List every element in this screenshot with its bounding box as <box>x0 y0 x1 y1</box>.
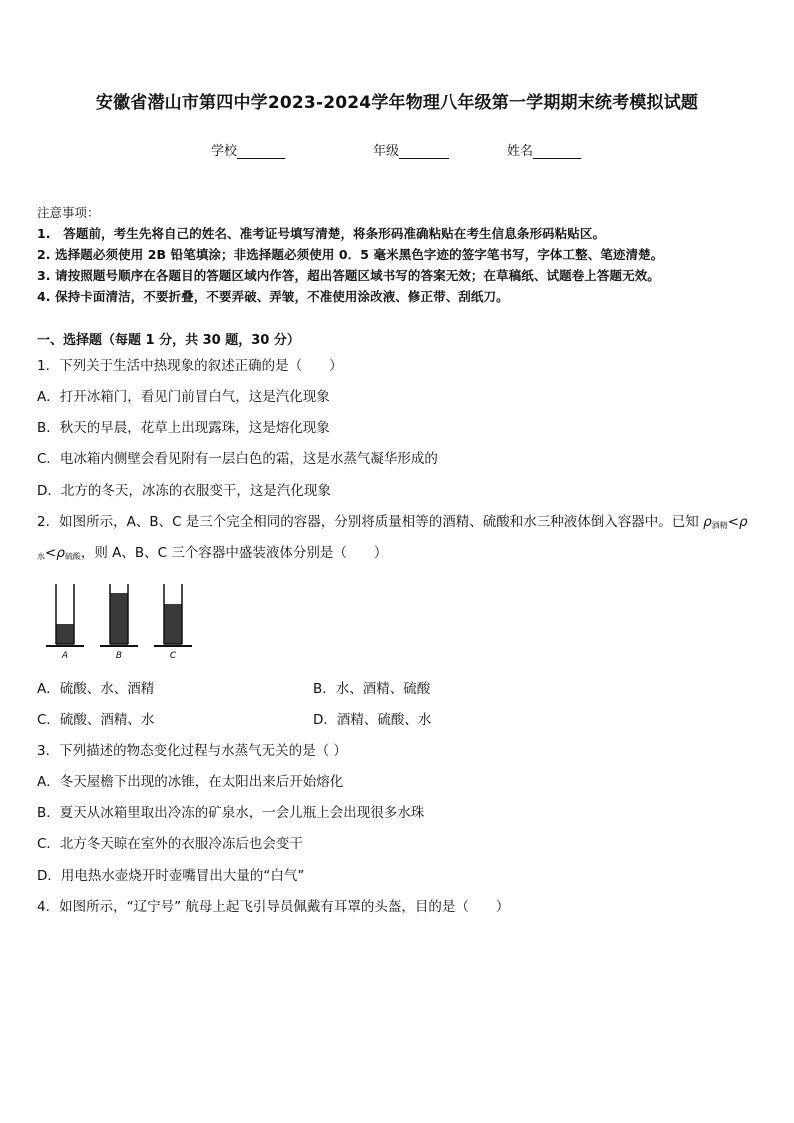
note-item: 2. 选择题必须使用 2B 铅笔填涂；非选择题必须使用 0．5 毫米黑色字迹的签字笔书写，字体工整、笔迹清楚。 <box>37 247 664 262</box>
rho-symbol: ρ <box>56 545 65 561</box>
rho-symbol: ρ <box>739 514 748 530</box>
grade-blank <box>399 158 449 159</box>
school-blank <box>237 158 285 159</box>
rho-symbol: ρ <box>703 514 712 530</box>
note-item: 3. 请按照题号顺序在各题目的答题区域内作答，超出答题区域书写的答案无效；在草稿纸、试题卷上答题无效。 <box>37 268 660 283</box>
container-a <box>46 584 84 661</box>
container-a-label: A <box>61 651 69 661</box>
container-c <box>154 584 192 661</box>
notes-heading: 注意事项： <box>37 205 100 220</box>
less-than-sign: < <box>45 545 57 561</box>
container-b <box>100 584 138 661</box>
rho-subscript-alcohol: 酒精 <box>711 521 728 530</box>
q2-option-c: C．硫酸、酒精、水 <box>37 712 155 728</box>
q1-option-b: B．秋天的早晨，花草上出现露珠，这是熔化现象 <box>37 420 330 436</box>
question-1-stem: 1．下列关于生活中热现象的叙述正确的是（ ） <box>37 358 343 374</box>
name-field <box>507 140 581 159</box>
liquid-a <box>56 624 74 644</box>
q1-option-a: A．打开冰箱门，看见门前冒白气，这是汽化现象 <box>37 389 330 405</box>
q2-option-b: B．水、酒精、硫酸 <box>313 681 431 697</box>
q2-option-a: A．硫酸、水、酒精 <box>37 681 155 697</box>
q3-option-b: B．夏天从冰箱里取出冷冻的矿泉水，一会儿瓶上会出现很多水珠 <box>37 805 425 821</box>
question-2-stem <box>37 510 748 531</box>
container-c-label: C <box>169 651 177 661</box>
containers-figure <box>40 582 200 662</box>
name-blank <box>533 158 581 159</box>
grade-label: 年级 <box>373 144 400 159</box>
q1-option-d: D．北方的冬天，冰冻的衣服变干，这是汽化现象 <box>37 483 331 499</box>
q2-stem-text: 2．如图所示，A、B、C 是三个完全相同的容器，分别将质量相等的酒精、硫酸和水三种液体倒入容器中。已知 <box>37 514 699 530</box>
less-than-sign: < <box>727 514 739 530</box>
name-label: 姓名 <box>507 144 534 159</box>
exam-title: 安徽省潜山市第四中学2023-2024学年物理八年级第一学期期末统考模拟试题 <box>95 93 699 113</box>
q3-option-d: D．用电热水壶烧开时壶嘴冒出大量的“白气” <box>37 868 305 884</box>
q3-option-c: C．北方冬天晾在室外的衣服冷冻后也会变干 <box>37 836 303 852</box>
rho-subscript-acid: 硫酸 <box>64 552 81 561</box>
rho-subscript-water: 水 <box>37 552 45 561</box>
q2-stem-text-end: ，则 A、B、C 三个容器中盛装液体分别是（ ） <box>80 545 388 561</box>
note-item: 1. 答题前，考生先将自己的姓名、准考证号填写清楚，将条形码准确粘贴在考生信息条形码粘贴区。 <box>37 226 606 241</box>
question-4-stem: 4．如图所示，“辽宁号” 航母上起飞引导员佩戴有耳罩的头盔，目的是（ ） <box>37 899 510 915</box>
liquid-c <box>164 604 182 644</box>
section-heading: 一、选择题（每题 1 分，共 30 题，30 分） <box>37 333 300 348</box>
container-b-label: B <box>115 651 123 661</box>
note-item: 4. 保持卡面清洁，不要折叠，不要弄破、弄皱，不准使用涂改液、修正带、刮纸刀。 <box>37 289 509 304</box>
question-3-stem: 3．下列描述的物态变化过程与水蒸气无关的是（ ） <box>37 743 347 759</box>
school-field <box>211 140 285 159</box>
q1-option-c: C．电冰箱内侧壁会看见附有一层白色的霜，这是水蒸气凝华形成的 <box>37 451 438 467</box>
liquid-b <box>110 593 128 644</box>
grade-field <box>373 140 449 159</box>
q2-option-d: D．酒精、硫酸、水 <box>313 712 432 728</box>
school-label: 学校 <box>211 144 238 159</box>
q3-option-a: A．冬天屋檐下出现的冰锥，在太阳出来后开始熔化 <box>37 774 344 790</box>
question-2-stem-cont <box>37 541 387 562</box>
